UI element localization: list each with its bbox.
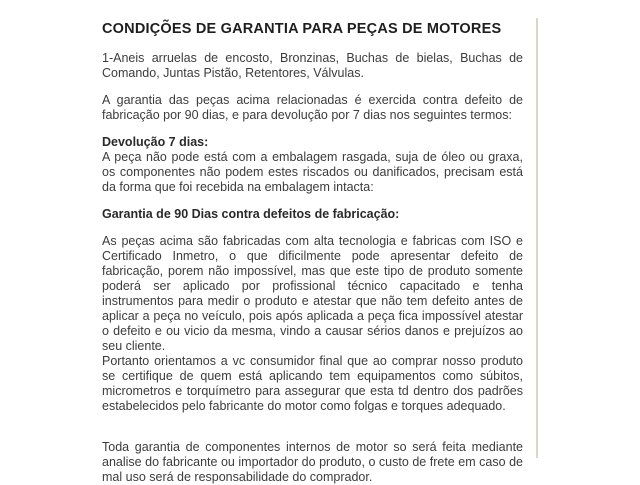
garantia-90-dias-paragraph-1: As peças acima são fabricadas com alta tecnologia e fabricas com ISO e Certificado Inmetro, o que dificilmente pode apresentar defeito de fabricação, porem não impossível, mas que este tipo de produto somente poderá ser aplicado por profissional técnico capacitado e tenha instrumentos para medir o produto e atestar que não tem defeito antes de aplicar a peça no veículo, pois após aplicada a peça fica impossível atestar o defeito e ou vicio da mesma, vindo a causar sérios danos e prejuízos ao seu cliente. bbox=[102, 234, 523, 353]
garantia-90-dias-heading: Garantia de 90 Dias contra defeitos de fabricação: bbox=[102, 207, 400, 221]
document-title: CONDIÇÕES DE GARANTIA PARA PEÇAS DE MOTORES bbox=[102, 21, 502, 37]
devolucao-body: A peça não pode está com a embalagem rasgada, suja de óleo ou graxa, os componentes não podem estes riscados ou danificados, precisam está da forma que foi recebida na embalagem intacta: bbox=[102, 150, 523, 194]
parts-list-paragraph: 1-Aneis arruelas de encosto, Bronzinas, Buchas de bielas, Buchas de Comando, Juntas Pistão, Retentores, Válvulas. bbox=[102, 51, 523, 80]
warranty-document bbox=[102, 20, 523, 485]
page-right-border-divider bbox=[536, 18, 538, 458]
devolucao-heading: Devolução 7 dias: bbox=[102, 135, 209, 149]
closing-paragraph: Toda garantia de componentes internos de motor so será feita mediante analise do fabricante ou importador do produto, o custo de frete em caso de mal uso será de responsabilidade do comprador. bbox=[102, 440, 523, 484]
garantia-90-dias-paragraph-2: Portanto orientamos a vc consumidor final que ao comprar nosso produto se certifique de quem está aplicando tem equipamentos como súbitos, micrometros e torquímetro para assegurar que esta td dentro dos padrões estabelecidos pelo fabricante do motor como folgas e torques adequado. bbox=[102, 354, 523, 413]
warranty-terms-intro: A garantia das peças acima relacionadas é exercida contra defeito de fabricação por 90 dias, e para devolução por 7 dias nos seguintes termos: bbox=[102, 93, 523, 122]
